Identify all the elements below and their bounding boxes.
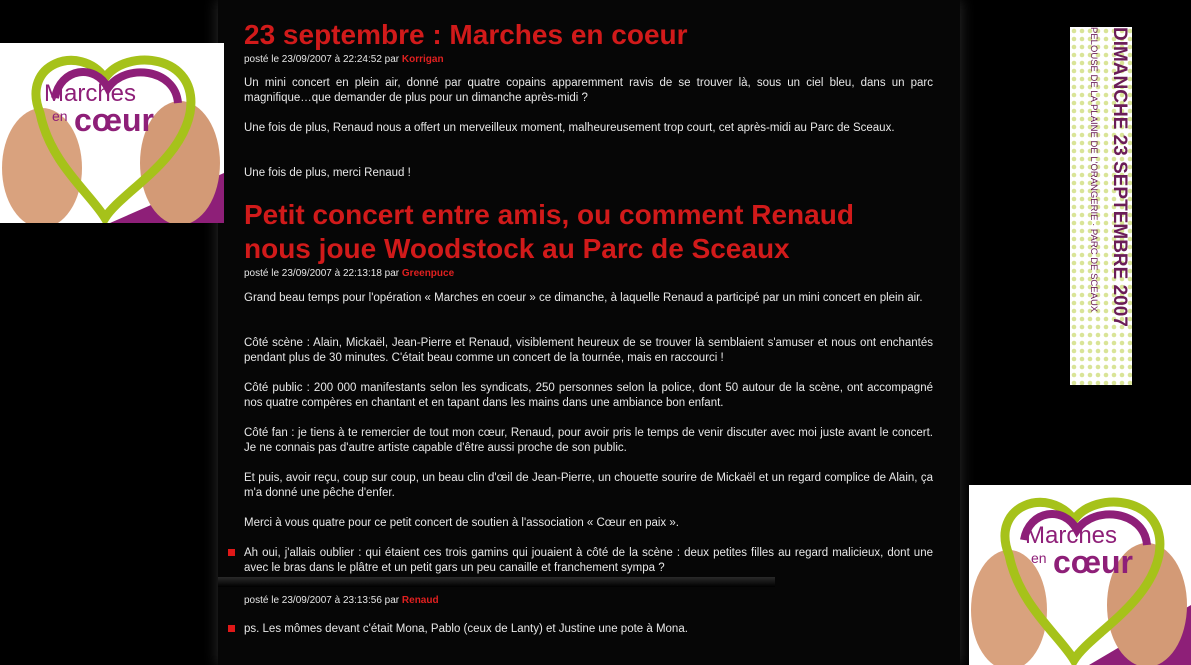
post-paragraph: Une fois de plus, Renaud nous a offert un merveilleux moment, malheureusement trop court, cet après-midi au Parc de Sceaux. [244, 122, 895, 134]
post-paragraph: Côté fan : je tiens à te remercier de tout mon cœur, Renaud, pour avoir pris le temps de venir discuter avec moi juste avant le concert. Je ne connais pas d'autre artiste capable d'être aussi proche de son public. [244, 427, 933, 454]
post-paragraph: Côté scène : Alain, Mickaël, Jean-Pierre et Renaud, visiblement heureux de se trouver là semblaient s'amuser et nous ont enchantés pendant plus de 30 minutes. C'était beau comme un concert de la tournée, mais en raccourci ! [244, 337, 933, 364]
post-author-link[interactable]: Korrigan [401, 54, 444, 65]
post-paragraph: Merci à vous quatre pour ce petit concert de soutien à l'association « Cœur en paix ». [244, 517, 679, 529]
post-paragraph: Et puis, avoir reçu, coup sur coup, un beau clin d'œil de Jean-Pierre, un chouette sourire de Mickaël et un regard complice de Alain, ça m'a donné une pêche d'enfer. [244, 472, 933, 499]
post-meta [244, 54, 444, 65]
post-paragraph: Côté public : 200 000 manifestants selon les syndicats, 250 personnes selon la police, dont 50 autour de la scène, ont accompagné nos quatre compères en chantant et en tapant dans les mains dans une ambiance bon enfant. [244, 382, 933, 409]
post-paragraph: Grand beau temps pour l'opération « Marches en coeur » ce dimanche, à laquelle Renaud a participé par un mini concert en plein air. [244, 292, 923, 304]
logo-word-en: en [52, 108, 68, 124]
marches-en-coeur-logo [0, 43, 224, 223]
post-title[interactable] [244, 198, 854, 266]
logo-word-coeur: cœur [1053, 544, 1133, 580]
logo-word-coeur: cœur [74, 102, 154, 138]
comment-meta [244, 595, 439, 606]
comment-text: Ah oui, j'allais oublier : qui étaient ces trois gamins qui jouaient à côté de la scène : deux petites filles au regard malicieux, dont une avec le bras dans le plâtre et un petit gars un peu canaille et franchement sympa ? [244, 547, 933, 574]
event-date-banner [1070, 27, 1132, 385]
logo-word-marches: Marches [1025, 522, 1118, 549]
comment-bullet [228, 625, 235, 632]
logo-word-marches: Marches [44, 80, 137, 107]
post-meta-date: posté le 23/09/2007 à 22:24:52 par [244, 54, 402, 65]
post-title[interactable]: 23 septembre : Marches en coeur [244, 19, 688, 50]
heart-hands-image [0, 43, 224, 223]
heart-hands-image [969, 485, 1191, 665]
comment-author-link[interactable]: Renaud [401, 595, 439, 606]
comment-meta-date: posté le 23/09/2007 à 23:13:56 par [244, 595, 402, 606]
post-meta [244, 268, 454, 279]
marches-en-coeur-logo [969, 485, 1191, 665]
banner-date-text: DIMANCHE 23 SEPTEMBRE 2007 [1109, 27, 1130, 327]
post-title-line: nous joue Woodstock au Parc de Sceaux [244, 233, 790, 264]
post-author-link[interactable]: Greenpuce [401, 268, 455, 279]
comment-divider [218, 577, 775, 587]
post-title-line: Petit concert entre amis, ou comment Renaud [244, 199, 854, 230]
logo-word-en: en [1031, 550, 1047, 566]
comment-bullet [228, 549, 235, 556]
post-paragraph: Un mini concert en plein air, donné par quatre copains apparemment ravis de se trouver là, sous un ciel bleu, dans un parc magnifique…que demander de plus pour un dimanche après-midi ? [244, 77, 933, 104]
banner-location-text: PELOUSE DE LA PLAINE DE L'ORANGERIE · PARC DE SCEAUX [1088, 27, 1099, 313]
post-paragraph: Une fois de plus, merci Renaud ! [244, 167, 411, 179]
post-meta-date: posté le 23/09/2007 à 22:13:18 par [244, 268, 402, 279]
comment-text: ps. Les mômes devant c'était Mona, Pablo (ceux de Lanty) et Justine une pote à Mona. [244, 623, 688, 635]
